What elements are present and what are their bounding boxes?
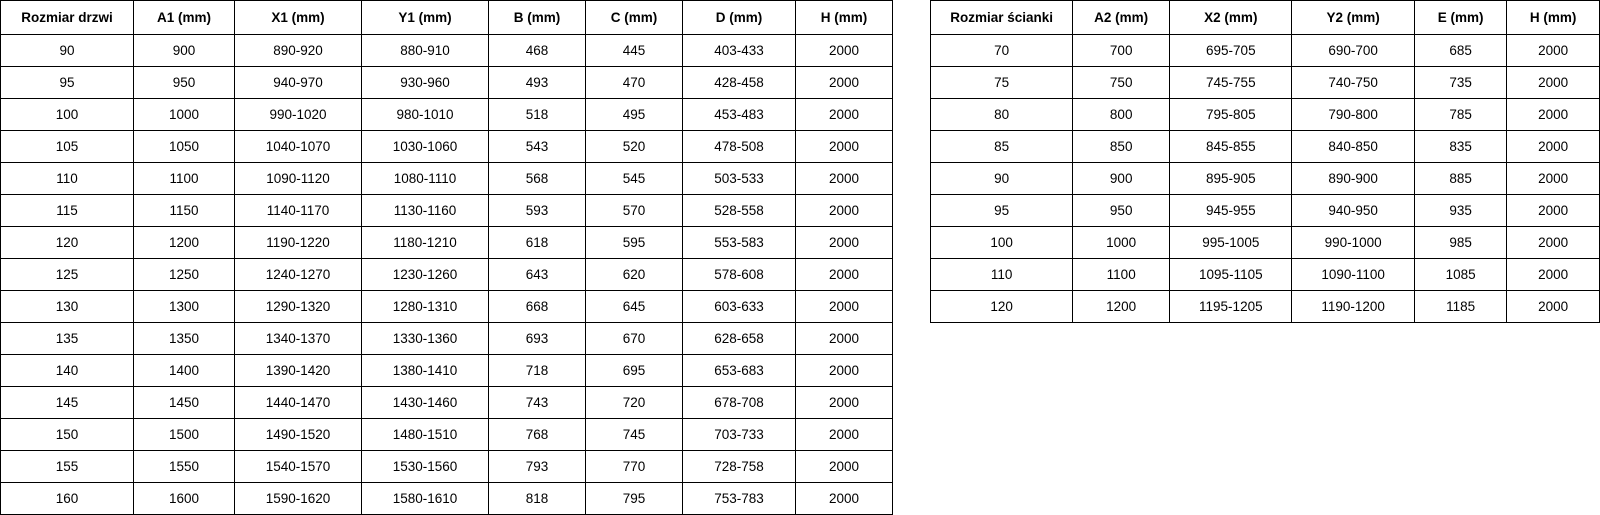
table-cell: 1530-1560 [362,451,489,483]
table-cell: 2000 [1507,35,1600,67]
table-cell: 850 [1073,131,1170,163]
table-row [1,451,893,483]
table-cell: 930-960 [362,67,489,99]
doors-column-header-4: B (mm) [489,1,586,35]
table-cell: 115 [1,195,134,227]
table-cell: 468 [489,35,586,67]
walls-column-header-0: Rozmiar ścianki [931,1,1073,35]
table-cell: 2000 [796,387,893,419]
table-cell: 2000 [1507,259,1600,291]
table-cell: 1240-1270 [235,259,362,291]
table-cell: 120 [1,227,134,259]
doors-table-body [1,35,893,515]
table-cell: 1085 [1414,259,1507,291]
doors-column-header-2: X1 (mm) [235,1,362,35]
table-cell: 685 [1414,35,1507,67]
table-cell: 2000 [796,131,893,163]
table-cell: 1340-1370 [235,323,362,355]
table-cell: 453-483 [683,99,796,131]
table-cell: 995-1005 [1170,227,1292,259]
table-cell: 2000 [796,35,893,67]
table-row [1,35,893,67]
table-cell: 745 [586,419,683,451]
walls-table-header [931,1,1600,35]
table-cell: 745-755 [1170,67,1292,99]
walls-column-header-5: H (mm) [1507,1,1600,35]
table-row [931,259,1600,291]
table-cell: 145 [1,387,134,419]
table-cell: 1490-1520 [235,419,362,451]
table-row [931,99,1600,131]
table-cell: 1590-1620 [235,483,362,515]
table-cell: 150 [1,419,134,451]
table-cell: 1190-1220 [235,227,362,259]
table-cell: 140 [1,355,134,387]
table-row [1,131,893,163]
table-cell: 900 [1073,163,1170,195]
table-cell: 2000 [1507,131,1600,163]
table-cell: 1540-1570 [235,451,362,483]
table-cell: 945-955 [1170,195,1292,227]
table-cell: 90 [931,163,1073,195]
table-cell: 895-905 [1170,163,1292,195]
table-cell: 935 [1414,195,1507,227]
table-cell: 1440-1470 [235,387,362,419]
table-cell: 595 [586,227,683,259]
table-cell: 2000 [1507,291,1600,323]
table-cell: 160 [1,483,134,515]
table-cell: 470 [586,67,683,99]
table-cell: 678-708 [683,387,796,419]
table-cell: 1580-1610 [362,483,489,515]
table-row [1,227,893,259]
table-cell: 1040-1070 [235,131,362,163]
table-row [1,355,893,387]
table-cell: 990-1020 [235,99,362,131]
table-cell: 880-910 [362,35,489,67]
table-row [1,419,893,451]
table-cell: 1200 [134,227,235,259]
table-cell: 110 [1,163,134,195]
table-cell: 840-850 [1292,131,1414,163]
table-cell: 2000 [796,451,893,483]
table-cell: 100 [931,227,1073,259]
table-header-row [931,1,1600,35]
table-row [1,163,893,195]
table-cell: 743 [489,387,586,419]
table-cell: 105 [1,131,134,163]
table-cell: 700 [1073,35,1170,67]
table-cell: 2000 [1507,67,1600,99]
doors-column-header-7: H (mm) [796,1,893,35]
table-cell: 100 [1,99,134,131]
table-cell: 718 [489,355,586,387]
table-row [1,387,893,419]
table-cell: 990-1000 [1292,227,1414,259]
table-cell: 1150 [134,195,235,227]
table-cell: 155 [1,451,134,483]
table-cell: 2000 [1507,163,1600,195]
table-cell: 1130-1160 [362,195,489,227]
table-cell: 85 [931,131,1073,163]
table-cell: 90 [1,35,134,67]
table-cell: 890-900 [1292,163,1414,195]
table-cell: 478-508 [683,131,796,163]
table-cell: 1200 [1073,291,1170,323]
doors-column-header-6: D (mm) [683,1,796,35]
table-cell: 703-733 [683,419,796,451]
table-cell: 695-705 [1170,35,1292,67]
table-row [1,259,893,291]
table-cell: 720 [586,387,683,419]
table-cell: 80 [931,99,1073,131]
table-row [931,67,1600,99]
doors-column-header-1: A1 (mm) [134,1,235,35]
table-cell: 980-1010 [362,99,489,131]
table-cell: 818 [489,483,586,515]
table-cell: 1600 [134,483,235,515]
table-cell: 1450 [134,387,235,419]
table-cell: 695 [586,355,683,387]
table-cell: 2000 [796,67,893,99]
table-cell: 790-800 [1292,99,1414,131]
table-cell: 835 [1414,131,1507,163]
table-cell: 693 [489,323,586,355]
table-cell: 110 [931,259,1073,291]
table-cell: 2000 [796,355,893,387]
doors-column-header-3: Y1 (mm) [362,1,489,35]
table-cell: 940-970 [235,67,362,99]
table-cell: 2000 [1507,195,1600,227]
table-cell: 1180-1210 [362,227,489,259]
table-cell: 768 [489,419,586,451]
table-row [1,67,893,99]
table-cell: 2000 [796,323,893,355]
walls-table-body [931,35,1600,323]
table-cell: 1140-1170 [235,195,362,227]
table-cell: 95 [931,195,1073,227]
table-cell: 628-658 [683,323,796,355]
walls-column-header-2: X2 (mm) [1170,1,1292,35]
table-cell: 1100 [1073,259,1170,291]
table-cell: 1000 [134,99,235,131]
walls-column-header-1: A2 (mm) [1073,1,1170,35]
table-cell: 2000 [796,483,893,515]
table-cell: 428-458 [683,67,796,99]
table-cell: 1280-1310 [362,291,489,323]
walls-column-header-4: E (mm) [1414,1,1507,35]
table-cell: 130 [1,291,134,323]
table-cell: 653-683 [683,355,796,387]
doors-table-header [1,1,893,35]
table-cell: 1030-1060 [362,131,489,163]
table-cell: 770 [586,451,683,483]
table-cell: 645 [586,291,683,323]
table-cell: 553-583 [683,227,796,259]
table-cell: 950 [134,67,235,99]
doors-column-header-5: C (mm) [586,1,683,35]
table-cell: 900 [134,35,235,67]
table-cell: 793 [489,451,586,483]
table-row [931,35,1600,67]
table-cell: 1190-1200 [1292,291,1414,323]
table-cell: 1050 [134,131,235,163]
table-cell: 2000 [796,291,893,323]
table-cell: 670 [586,323,683,355]
table-cell: 750 [1073,67,1170,99]
table-cell: 2000 [796,99,893,131]
table-cell: 495 [586,99,683,131]
table-cell: 528-558 [683,195,796,227]
table-cell: 785 [1414,99,1507,131]
table-cell: 1230-1260 [362,259,489,291]
table-cell: 2000 [796,195,893,227]
table-cell: 2000 [796,163,893,195]
table-row [1,99,893,131]
table-cell: 728-758 [683,451,796,483]
table-header-row [1,1,893,35]
table-cell: 2000 [796,227,893,259]
table-cell: 2000 [1507,227,1600,259]
table-cell: 950 [1073,195,1170,227]
table-cell: 1390-1420 [235,355,362,387]
table-cell: 1330-1360 [362,323,489,355]
table-cell: 2000 [796,419,893,451]
table-cell: 518 [489,99,586,131]
table-row [1,483,893,515]
table-cell: 520 [586,131,683,163]
table-row [931,195,1600,227]
table-cell: 1000 [1073,227,1170,259]
table-cell: 668 [489,291,586,323]
table-cell: 1300 [134,291,235,323]
table-cell: 75 [931,67,1073,99]
table-cell: 545 [586,163,683,195]
table-cell: 543 [489,131,586,163]
table-cell: 1095-1105 [1170,259,1292,291]
table-cell: 890-920 [235,35,362,67]
table-row [1,291,893,323]
table-cell: 1350 [134,323,235,355]
table-cell: 985 [1414,227,1507,259]
table-cell: 1430-1460 [362,387,489,419]
walls-dimensions-table-container [930,0,1600,323]
table-cell: 503-533 [683,163,796,195]
table-cell: 735 [1414,67,1507,99]
table-cell: 135 [1,323,134,355]
table-cell: 690-700 [1292,35,1414,67]
table-row [931,227,1600,259]
doors-column-header-0: Rozmiar drzwi [1,1,134,35]
table-cell: 800 [1073,99,1170,131]
table-cell: 1380-1410 [362,355,489,387]
table-cell: 568 [489,163,586,195]
table-cell: 1185 [1414,291,1507,323]
table-cell: 1090-1100 [1292,259,1414,291]
table-cell: 620 [586,259,683,291]
table-cell: 885 [1414,163,1507,195]
table-cell: 1480-1510 [362,419,489,451]
table-cell: 578-608 [683,259,796,291]
table-cell: 643 [489,259,586,291]
table-cell: 845-855 [1170,131,1292,163]
table-cell: 1550 [134,451,235,483]
table-cell: 403-433 [683,35,796,67]
table-cell: 1290-1320 [235,291,362,323]
table-cell: 1500 [134,419,235,451]
table-row [1,195,893,227]
table-row [1,323,893,355]
table-cell: 795 [586,483,683,515]
table-cell: 1090-1120 [235,163,362,195]
table-cell: 70 [931,35,1073,67]
table-cell: 795-805 [1170,99,1292,131]
table-cell: 95 [1,67,134,99]
table-cell: 120 [931,291,1073,323]
table-row [931,163,1600,195]
table-cell: 1400 [134,355,235,387]
table-cell: 125 [1,259,134,291]
table-cell: 940-950 [1292,195,1414,227]
table-cell: 2000 [1507,99,1600,131]
table-cell: 445 [586,35,683,67]
table-cell: 1080-1110 [362,163,489,195]
table-cell: 618 [489,227,586,259]
table-row [931,131,1600,163]
table-cell: 1250 [134,259,235,291]
table-row [931,291,1600,323]
table-cell: 593 [489,195,586,227]
table-cell: 570 [586,195,683,227]
walls-column-header-3: Y2 (mm) [1292,1,1414,35]
table-cell: 2000 [796,259,893,291]
table-cell: 740-750 [1292,67,1414,99]
table-cell: 753-783 [683,483,796,515]
table-cell: 1100 [134,163,235,195]
walls-dimensions-table [930,0,1600,323]
table-cell: 493 [489,67,586,99]
table-cell: 1195-1205 [1170,291,1292,323]
table-cell: 603-633 [683,291,796,323]
